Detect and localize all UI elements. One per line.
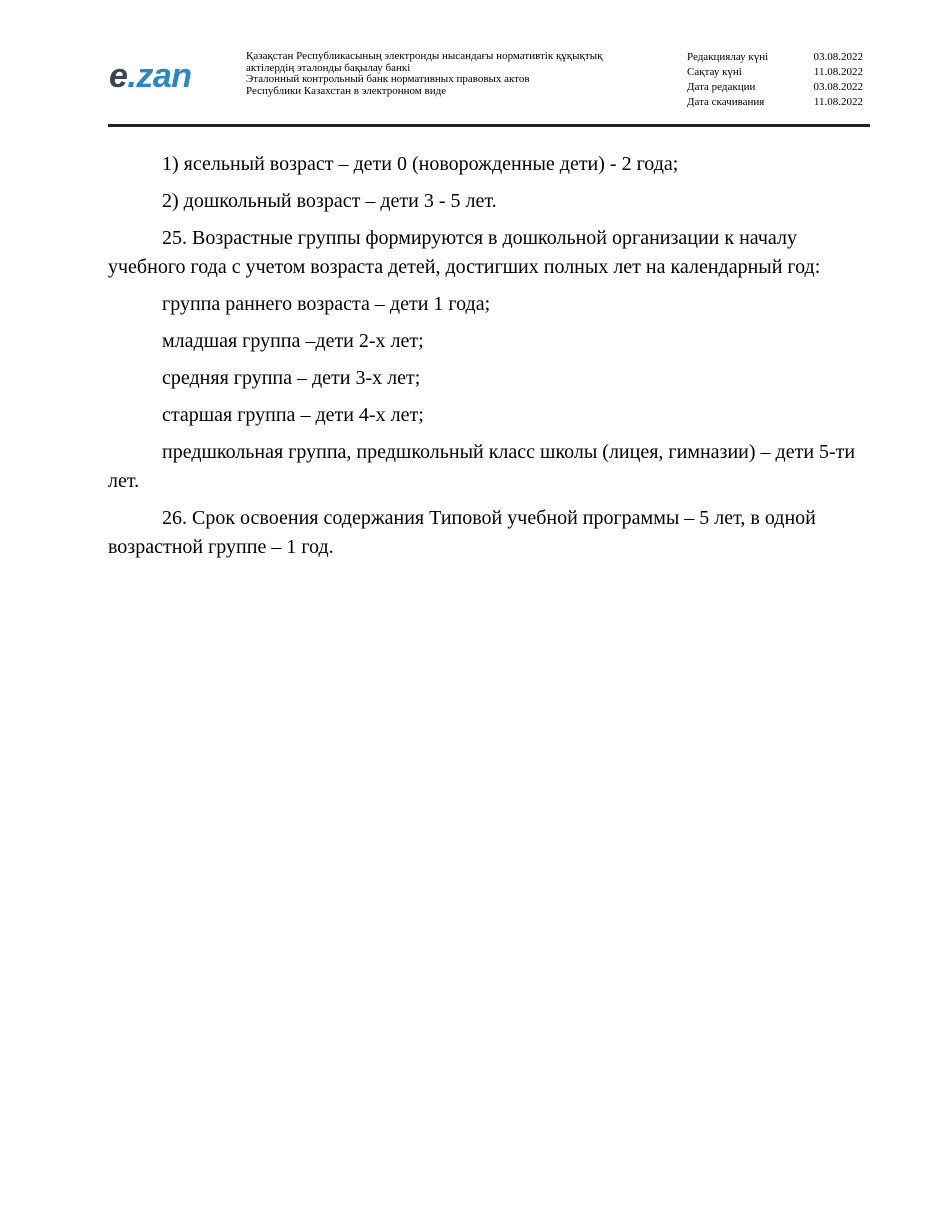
org-line: Республики Казахстан в электронном виде [246,84,447,97]
document-body [108,150,868,562]
meta-row [687,95,863,110]
meta-row [687,50,863,65]
meta-value: 03.08.2022 [813,51,863,63]
paragraph: 2) дошкольный возраст – дети 3 - 5 лет. [162,190,497,212]
paragraph: средняя группа – дети 3-х лет; [162,367,421,389]
meta-label: Дата скачивания [687,96,765,108]
document-dates [687,50,863,110]
paragraph: младшая группа –дети 2-х лет; [162,330,424,352]
paragraph: 25. Возрастные группы формируются в дошкольной организации к началу учебного года с учетом возраста детей, достигших полных лет на календарный год: [108,227,821,278]
meta-value: 11.08.2022 [813,66,863,78]
paragraph: старшая группа – дети 4-х лет; [162,404,424,426]
header-divider [108,124,870,127]
org-line: актілердің эталонды бақылау банкі [246,61,411,74]
meta-label: Сақтау күні [687,66,742,78]
org-line: Эталонный контрольный банк нормативных правовых актов [246,73,530,85]
paragraph: группа раннего возраста – дети 1 года; [162,293,491,315]
document-header [109,48,871,126]
paragraph: 26. Срок освоения содержания Типовой учебной программы – 5 лет, в одной возрастной группе – 1 год. [108,507,816,558]
meta-label: Редакциялау күні [687,51,769,63]
meta-value: 03.08.2022 [813,81,863,93]
paragraph: 1) ясельный возраст – дети 0 (новорожденные дети) - 2 года; [162,153,679,175]
meta-label: Дата редакции [687,81,756,93]
meta-value: 11.08.2022 [813,96,863,108]
organization-name [246,51,666,97]
org-line: Қазақстан Республикасының электронды нысандағы нормативтік құқықтық [246,50,603,62]
ezan-logo: e.zan [109,57,192,95]
paragraph: предшкольная группа, предшкольный класс школы (лицея, гимназии) – дети 5-ти лет. [108,441,856,492]
meta-row [687,80,863,95]
meta-row [687,65,863,80]
